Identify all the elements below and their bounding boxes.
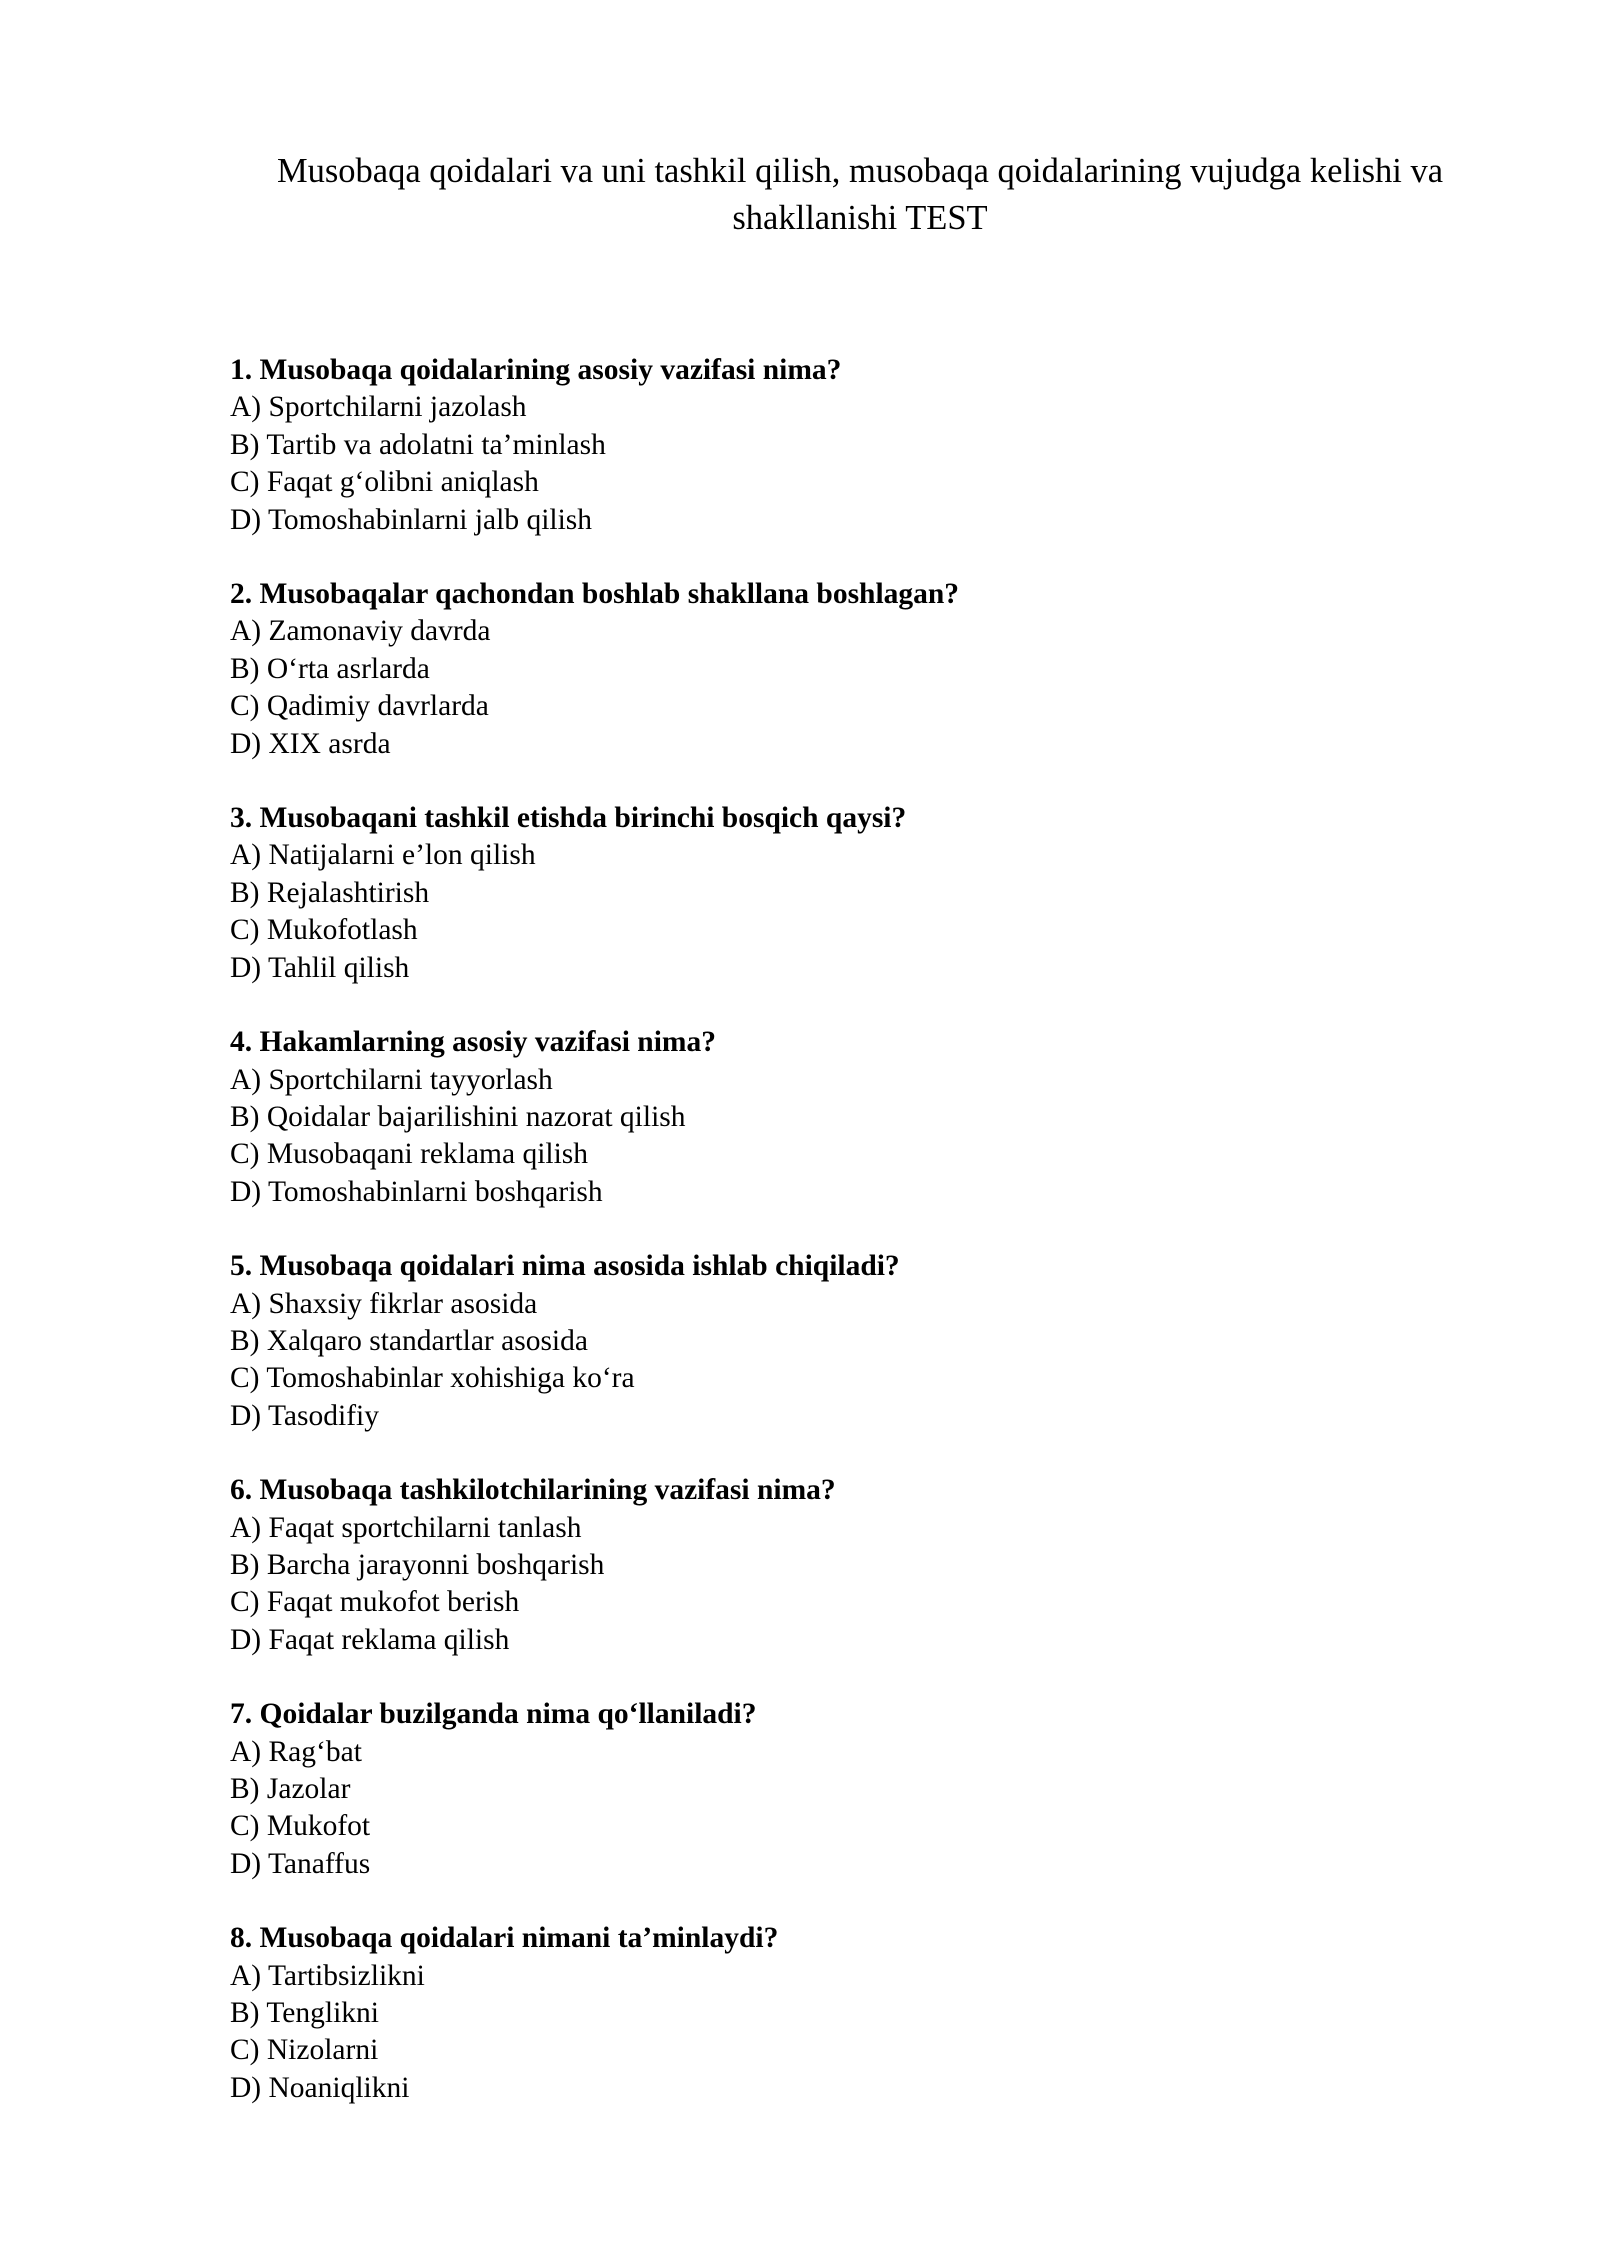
option-d: D) Tomoshabinlarni jalb qilish: [230, 503, 593, 536]
option-a: A) Sportchilarni tayyorlash: [230, 1063, 553, 1096]
option-d: D) Noaniqlikni: [230, 2071, 410, 2104]
question-8: [230, 1920, 1430, 2107]
option-b: B) Jazolar: [230, 1773, 351, 1805]
option-c: C) Faqat g‘olibni aniqlash: [230, 466, 539, 499]
option-b: B) Xalqaro standartlar asosida: [230, 1324, 588, 1357]
option-a: A) Zamonaviy davrda: [230, 615, 491, 648]
document-title: Musobaqa qoidalari va uni tashkil qilish, musobaqa qoidalarining vujudga kelishi va shakllanishi TEST: [276, 152, 1444, 237]
option-a: A) Faqat sportchilarni tanlash: [230, 1511, 582, 1544]
option-b: B) Tartib va adolatni ta’minlash: [230, 428, 606, 461]
question-1: [230, 352, 1430, 539]
question-5: [230, 1248, 1430, 1435]
option-d: D) Tahlil qilish: [230, 951, 410, 984]
option-b: B) Barcha jarayonni boshqarish: [230, 1548, 605, 1581]
option-a: A) Natijalarni e’lon qilish: [230, 839, 536, 872]
option-d: D) Tasodifiy: [230, 1399, 379, 1432]
option-c: C) Musobaqani reklama qilish: [230, 1138, 589, 1171]
option-c: C) Tomoshabinlar xohishiga ko‘ra: [230, 1362, 635, 1395]
option-a: A) Sportchilarni jazolash: [230, 391, 527, 424]
question-text: 4. Hakamlarning asosiy vazifasi nima?: [230, 1026, 716, 1059]
option-a: A) Shaxsiy fikrlar asosida: [230, 1287, 538, 1320]
question-list: [230, 352, 1430, 2144]
option-c: C) Mukofot: [230, 1810, 371, 1843]
question-text: 7. Qoidalar buzilganda nima qo‘llaniladi?: [230, 1698, 757, 1731]
option-c: C) Nizolarni: [230, 2034, 379, 2067]
option-c: C) Qadimiy davrlarda: [230, 690, 489, 723]
question-2: [230, 576, 1430, 763]
option-d: D) Tomoshabinlarni boshqarish: [230, 1175, 603, 1208]
question-text: 8. Musobaqa qoidalari nimani ta’minlaydi?: [230, 1922, 779, 1955]
question-text: 6. Musobaqa tashkilotchilarining vazifasi nima?: [230, 1474, 836, 1507]
option-b: B) Rejalashtirish: [230, 876, 430, 909]
option-a: A) Tartibsizlikni: [230, 1959, 425, 1992]
question-7: [230, 1696, 1430, 1883]
option-a: A) Rag‘bat: [230, 1735, 362, 1768]
question-text: 2. Musobaqalar qachondan boshlab shakllana boshlagan?: [230, 578, 960, 611]
option-d: D) Tanaffus: [230, 1847, 371, 1880]
option-b: B) Tenglikni: [230, 1997, 379, 2030]
option-c: C) Faqat mukofot berish: [230, 1586, 520, 1619]
option-d: D) Faqat reklama qilish: [230, 1623, 510, 1656]
option-b: B) Qoidalar bajarilishini nazorat qilish: [230, 1100, 686, 1133]
question-text: 1. Musobaqa qoidalarining asosiy vazifasi nima?: [230, 354, 842, 386]
option-b: B) O‘rta asrlarda: [230, 652, 430, 685]
question-6: [230, 1472, 1430, 1659]
question-3: [230, 800, 1430, 987]
question-text: 5. Musobaqa qoidalari nima asosida ishlab chiqiladi?: [230, 1250, 900, 1283]
option-d: D) XIX asrda: [230, 727, 391, 760]
question-text: 3. Musobaqani tashkil etishda birinchi bosqich qaysi?: [230, 802, 907, 835]
option-c: C) Mukofotlash: [230, 914, 418, 947]
question-4: [230, 1024, 1430, 1211]
